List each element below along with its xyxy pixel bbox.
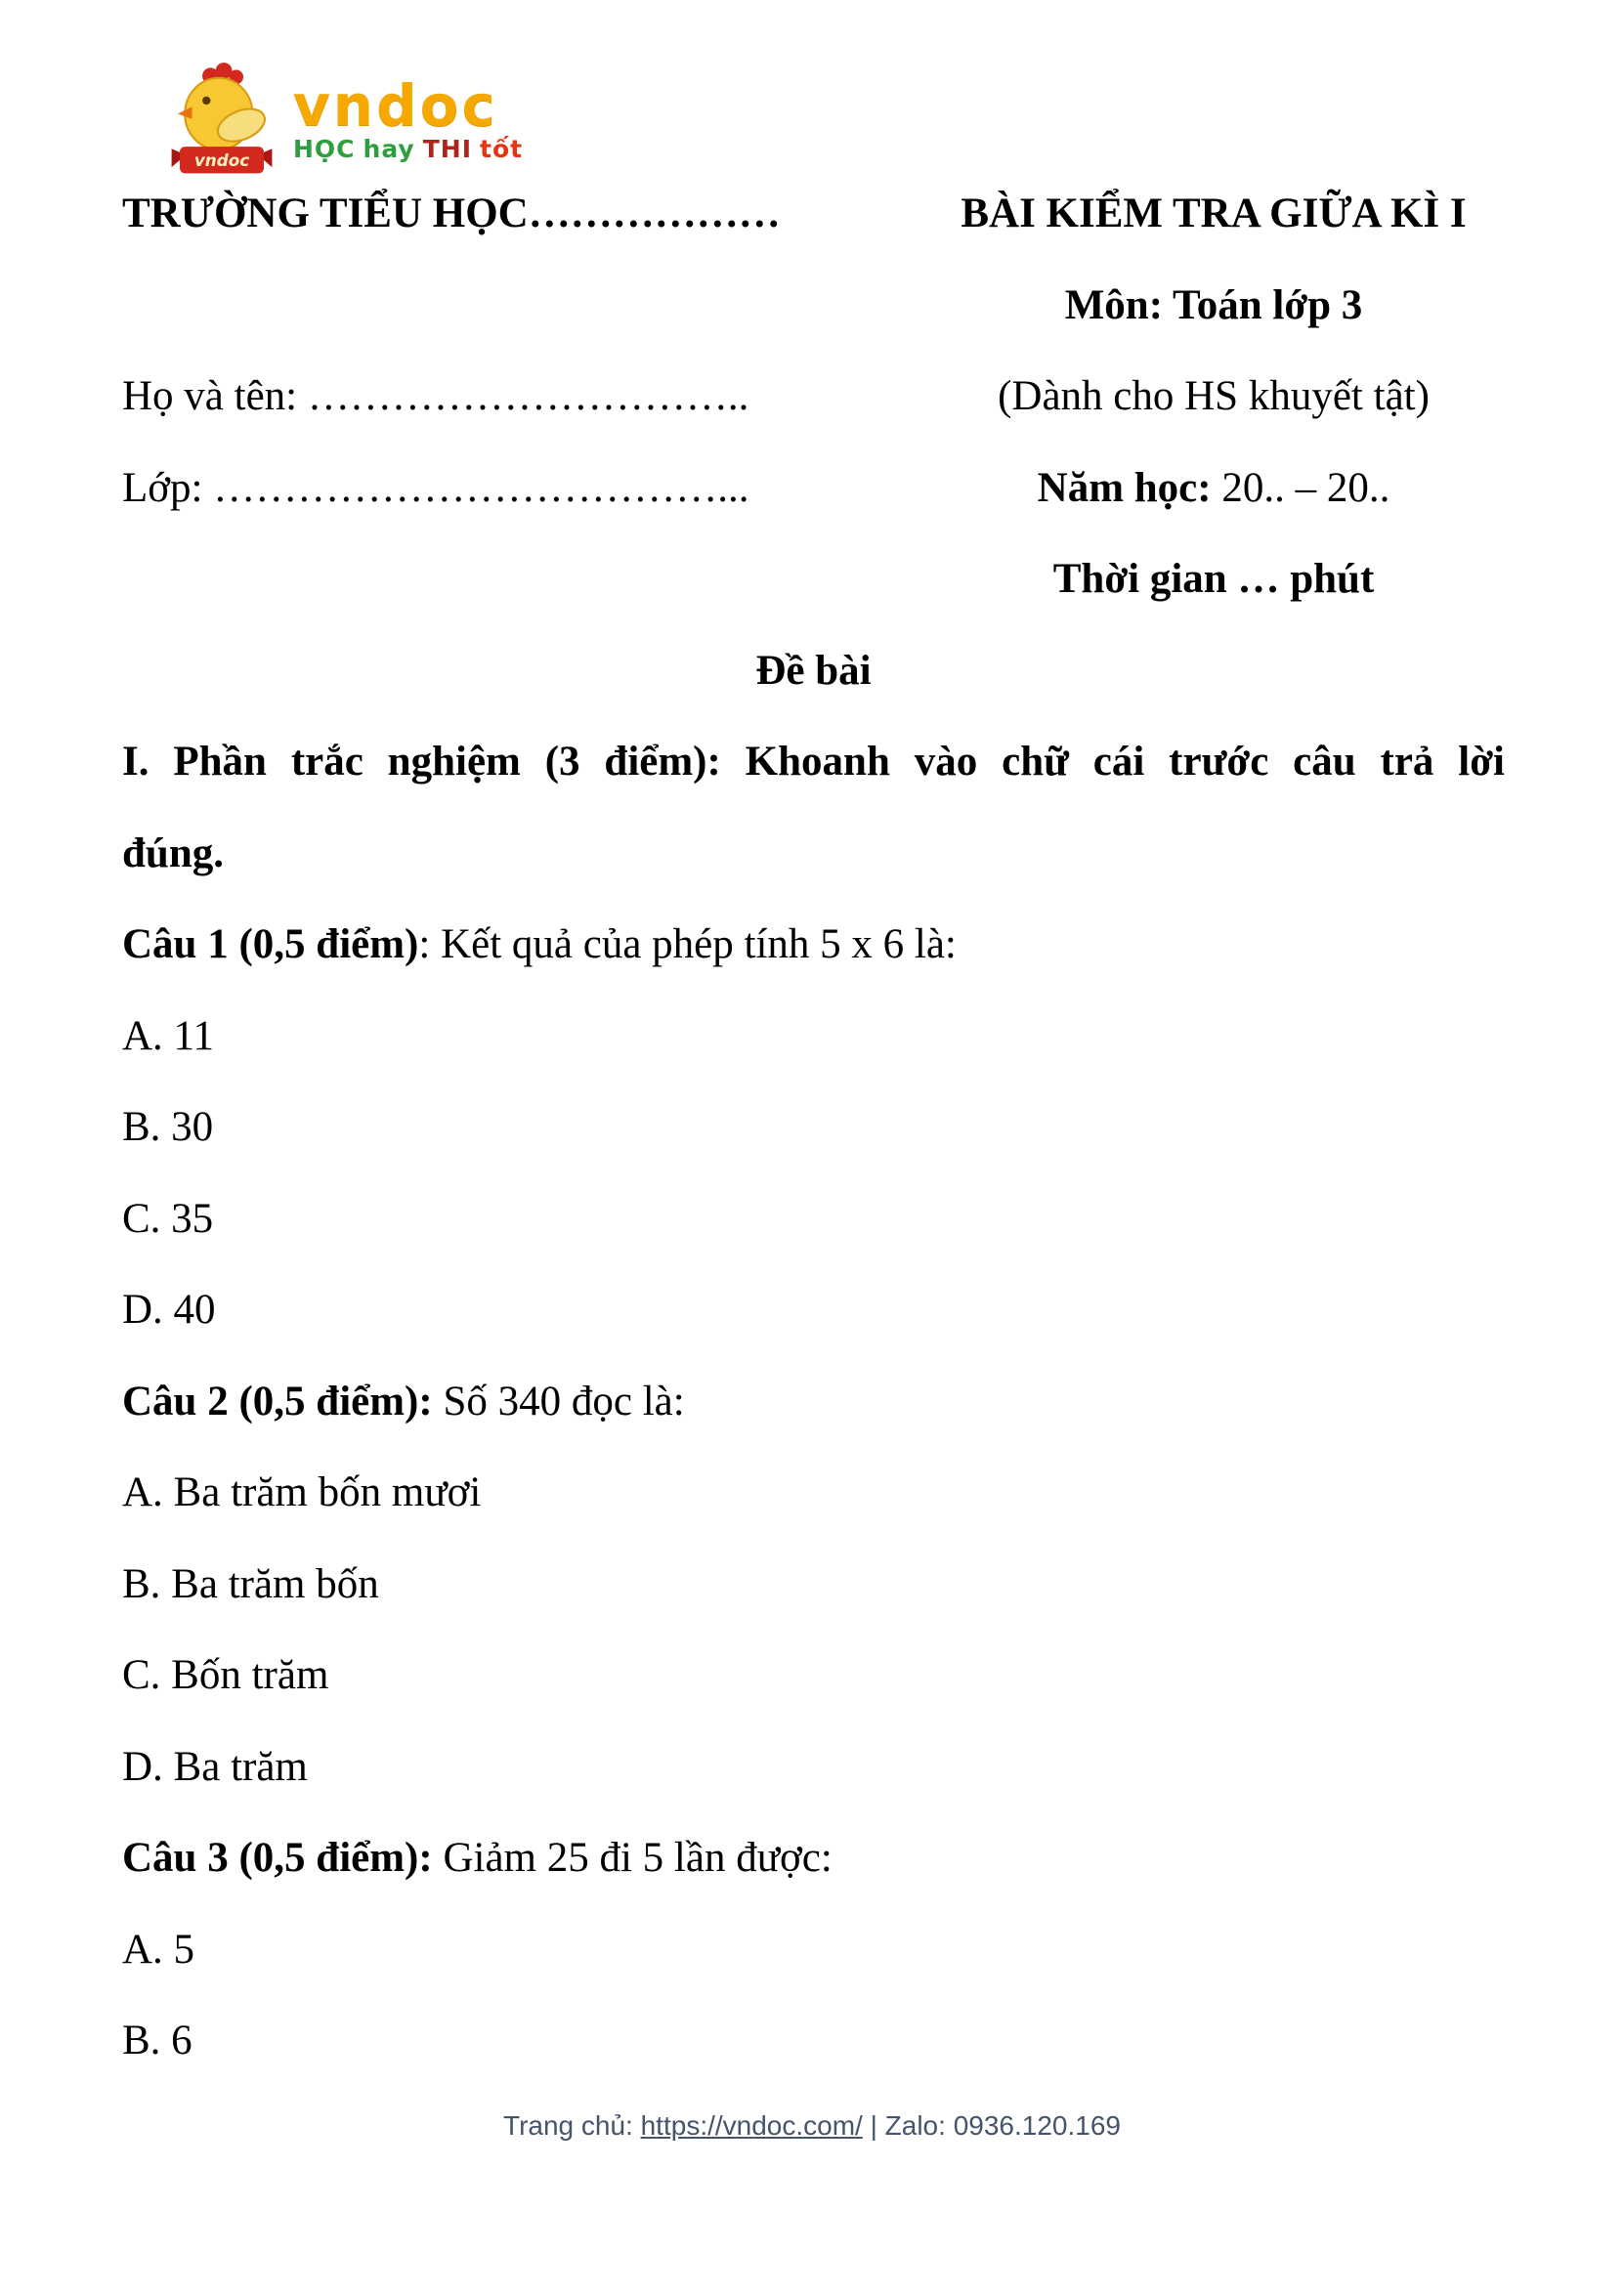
page-footer <box>0 2110 1624 2142</box>
tagline-hoc: HỌC <box>293 135 356 163</box>
footer-homepage-link[interactable]: https://vndoc.com/ <box>640 2110 863 2141</box>
mascot-banner-text: vndoc <box>193 150 250 171</box>
question-1-option-a: A. 11 <box>122 1013 214 1059</box>
school-year-line <box>919 462 1509 515</box>
school-year-value: 20.. – 20.. <box>1221 465 1390 511</box>
exam-audience: (Dành cho HS khuyết tật) <box>998 373 1430 419</box>
question-1-title <box>122 918 957 971</box>
student-class-line: Lớp: ………………………………... <box>122 465 749 511</box>
brand-tagline <box>293 133 531 166</box>
tagline-thi: THI <box>422 135 473 163</box>
question-2-option-b: B. Ba trăm bốn <box>122 1561 379 1607</box>
question-1-option-b: B. 30 <box>122 1104 214 1150</box>
school-name-line: TRƯỜNG TIỂU HỌC……………… <box>122 191 781 236</box>
logo-wordmark <box>293 61 531 166</box>
exam-title: BÀI KIỂM TRA GIỮA KÌ I <box>961 191 1467 236</box>
section1-heading-line2: đúng. <box>122 830 224 876</box>
question-2-title <box>122 1376 685 1428</box>
section1-heading-line1: I. Phần trắc nghiệm (3 điểm): Khoanh vào chữ cái trước câu trả lời <box>122 739 1505 785</box>
brand-name: vndoc <box>293 72 498 139</box>
exam-subject: Môn: Toán lớp 3 <box>1064 282 1363 328</box>
question-3-option-b: B. 6 <box>122 2018 192 2063</box>
question-3-option-a: A. 5 <box>122 1927 195 1973</box>
question-3-title <box>122 1832 833 1885</box>
question-2-option-c: C. Bốn trăm <box>122 1652 329 1698</box>
question-2-text: Số 340 đọc là: <box>432 1379 685 1424</box>
question-2-option-d: D. Ba trăm <box>122 1744 308 1790</box>
school-year-label: Năm học: <box>1037 465 1222 511</box>
vndoc-logo <box>164 61 531 186</box>
question-1-label: Câu 1 (0,5 điểm) <box>122 921 419 967</box>
question-1-text: : Kết quả của phép tính 5 x 6 là: <box>418 921 957 967</box>
footer-home-label: Trang chủ: <box>503 2110 641 2141</box>
footer-zalo-text: | Zalo: 0936.120.169 <box>862 2110 1121 2141</box>
question-1-option-d: D. 40 <box>122 1287 216 1333</box>
question-2-label: Câu 2 (0,5 điểm): <box>122 1379 433 1424</box>
question-2-option-a: A. Ba trăm bốn mươi <box>122 1469 482 1515</box>
student-name-line: Họ và tên: ………………………….. <box>122 373 749 419</box>
vndoc-mascot-icon <box>164 61 279 186</box>
exam-body-title: Đề bài <box>755 648 872 694</box>
question-3-text: Giảm 25 đi 5 lần được: <box>432 1835 833 1881</box>
exam-duration: Thời gian … phút <box>1052 556 1375 602</box>
question-1-option-c: C. 35 <box>122 1196 214 1242</box>
tagline-hay: hay <box>363 135 415 163</box>
question-3-label: Câu 3 (0,5 điểm): <box>122 1835 433 1881</box>
tagline-tot: tốt <box>480 135 524 163</box>
